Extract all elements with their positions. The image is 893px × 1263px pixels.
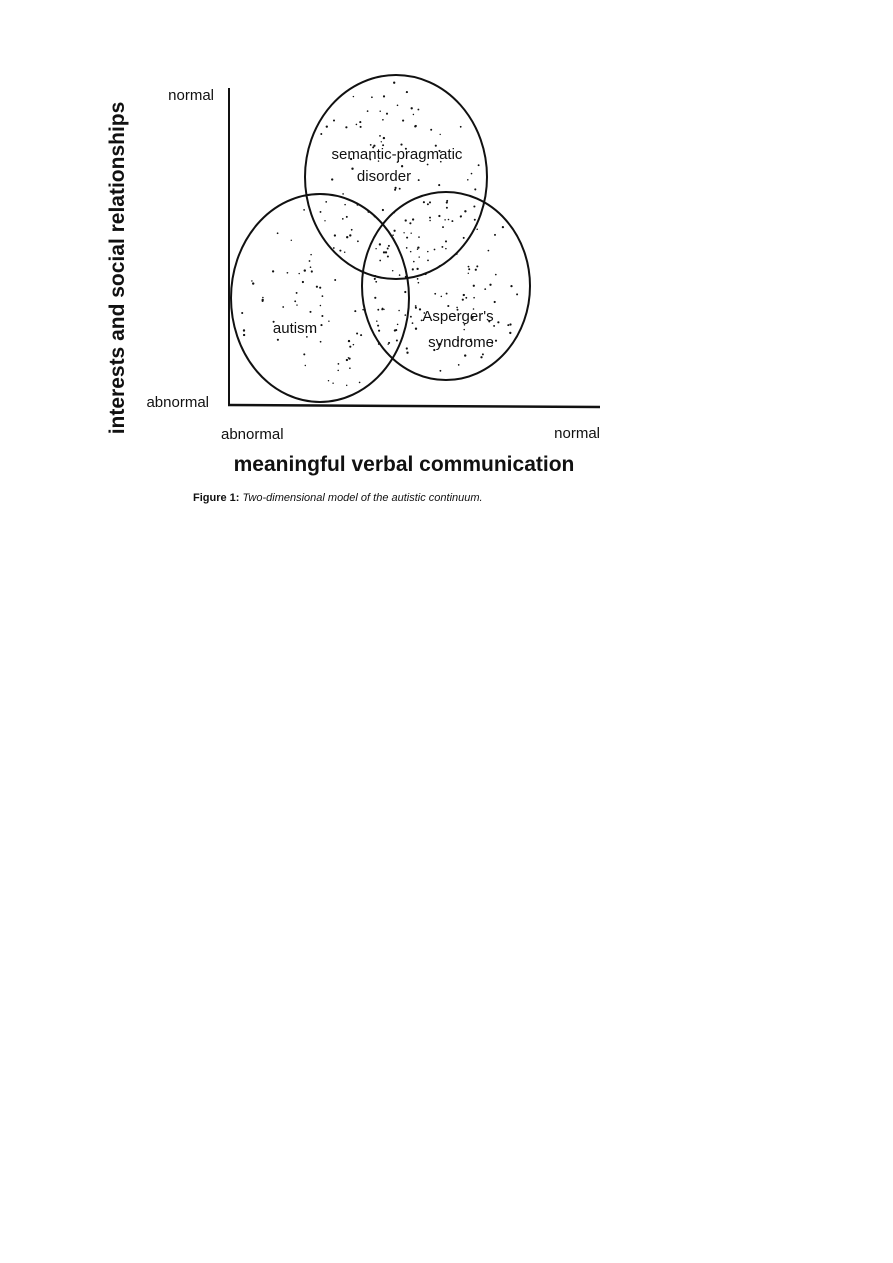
semantic-pragmatic-label-line2: disorder: [356, 168, 412, 185]
stipple-dot: [438, 184, 440, 186]
stipple-dot: [374, 278, 376, 280]
stipple-autism: [241, 201, 397, 386]
stipple-dot: [374, 297, 376, 299]
stipple-dot: [302, 281, 304, 283]
stipple-dot: [476, 228, 478, 230]
stipple-dot: [458, 364, 460, 366]
stipple-dot: [393, 230, 395, 232]
stipple-dot: [489, 284, 491, 286]
stipple-dot: [320, 305, 322, 307]
stipple-dot: [379, 135, 381, 137]
stipple-dot: [387, 248, 389, 250]
stipple-dot: [465, 297, 467, 299]
stipple-dot: [346, 385, 347, 386]
stipple-dot: [438, 215, 440, 217]
stipple-dot: [446, 200, 448, 202]
semantic-pragmatic-label-line1: semantic-pragmatic: [331, 146, 463, 163]
stipple-dot: [445, 248, 447, 250]
stipple-dot: [415, 305, 417, 307]
stipple-dot: [467, 179, 469, 181]
autism-circle: [231, 194, 409, 402]
stipple-dot: [321, 315, 323, 317]
stipple-dot: [322, 295, 324, 297]
stipple-dot: [488, 250, 490, 252]
stipple-dot: [412, 322, 414, 324]
stipple-dot: [448, 219, 450, 221]
stipple-dot: [383, 137, 385, 139]
stipple-dot: [337, 370, 339, 372]
stipple-dot: [351, 229, 353, 231]
stipple-dot: [388, 342, 390, 344]
stipple-dot: [344, 252, 345, 253]
stipple-dot: [360, 126, 362, 128]
stipple-dot: [359, 382, 361, 384]
stipple-dot: [406, 247, 408, 249]
stipple-dot: [463, 294, 465, 296]
stipple-dot: [468, 273, 469, 274]
stipple-dot: [410, 232, 411, 233]
stipple-dot: [427, 203, 429, 205]
stipple-dot: [406, 352, 408, 354]
stipple-dot: [388, 245, 390, 247]
stipple-dot: [502, 226, 504, 228]
stipple-dot: [474, 188, 476, 190]
stipple-dot: [406, 347, 408, 349]
stipple-dot: [403, 232, 404, 233]
stipple-dot: [348, 340, 350, 342]
stipple-dot: [339, 250, 341, 252]
stipple-dot: [442, 226, 444, 228]
stipple-dot: [357, 240, 359, 242]
stipple-dot: [480, 356, 482, 358]
stipple-dot: [397, 324, 399, 326]
stipple-dot: [401, 165, 403, 167]
stipple-dot: [476, 265, 478, 267]
x-axis-line: [228, 405, 600, 407]
stipple-dot: [375, 281, 377, 283]
stipple-dot: [383, 309, 385, 311]
stipple-dot: [379, 111, 380, 112]
stipple-dot: [348, 357, 349, 358]
stipple-dot: [282, 306, 284, 308]
stipple-dot: [419, 308, 421, 310]
stipple-dot: [381, 309, 383, 311]
stipple-dot: [387, 255, 389, 257]
stipple-dot: [382, 119, 384, 121]
stipple-dot: [356, 124, 358, 126]
stipple-dot: [360, 334, 362, 336]
stipple-dot: [406, 237, 408, 239]
stipple-dot: [243, 329, 245, 331]
stipple-dot: [310, 254, 312, 256]
stipple-dot: [460, 215, 461, 216]
stipple-dot: [413, 114, 414, 115]
stipple-dot: [325, 201, 327, 203]
stipple-dot: [418, 179, 420, 181]
stipple-dot: [494, 234, 496, 236]
stipple-dot: [392, 234, 394, 236]
stipple-dot: [397, 104, 399, 106]
stipple-dot: [333, 119, 335, 121]
stipple-dot: [342, 193, 344, 195]
stipple-dot: [346, 216, 348, 218]
stipple-dot: [381, 141, 382, 142]
stipple-dot: [334, 234, 336, 236]
stipple-dot: [434, 293, 436, 295]
stipple-dot: [394, 189, 396, 191]
stipple-dot: [252, 282, 254, 284]
stipple-dot: [507, 324, 509, 326]
stipple-dot: [332, 382, 333, 383]
stipple-dot: [446, 207, 448, 209]
stipple-dot: [262, 300, 264, 302]
stipple-dot: [463, 237, 465, 239]
stipple-dot: [277, 232, 279, 234]
stipple-dot: [417, 249, 418, 250]
stipple-dot: [415, 307, 417, 309]
stipple-dot: [468, 266, 470, 268]
stipple-dot: [320, 324, 322, 326]
stipple-dot: [460, 126, 462, 128]
y-axis-bottom-label: abnormal: [146, 394, 209, 411]
stipple-dot: [473, 205, 475, 207]
stipple-dot: [427, 251, 428, 252]
stipple-dot: [359, 121, 361, 123]
stipple-dot: [351, 168, 353, 170]
stipple-dot: [349, 346, 351, 348]
stipple-dot: [344, 204, 346, 206]
stipple-dot: [439, 134, 440, 135]
stipple-dot: [333, 247, 335, 249]
venn-diagram: [0, 0, 893, 560]
stipple-dot: [349, 367, 351, 369]
stipple-dot: [464, 354, 466, 356]
stipple-dot: [510, 285, 512, 287]
stipple-dot: [474, 219, 476, 221]
stipple-dot: [405, 219, 407, 221]
autism-label: autism: [272, 320, 318, 337]
stipple-dot: [277, 339, 279, 341]
stipple-dot: [262, 297, 264, 299]
stipple-dot: [310, 266, 312, 268]
stipple-dot: [471, 173, 473, 175]
stipple-dot: [484, 288, 486, 290]
stipple-dot: [417, 278, 419, 280]
stipple-dot: [446, 202, 448, 204]
stipple-dot: [296, 304, 297, 305]
stipple-dot: [324, 220, 325, 221]
stipple-dot: [482, 353, 484, 355]
stipple-dot: [434, 249, 436, 251]
stipple-dot: [316, 286, 318, 288]
stipple-dot: [473, 297, 475, 299]
x-axis-right-label: normal: [554, 425, 600, 442]
stipple-dot: [412, 268, 414, 270]
stipple-dot: [251, 280, 252, 281]
stipple-dot: [478, 164, 480, 166]
stipple-dot: [346, 359, 348, 361]
stipple-dot: [334, 279, 336, 281]
stipple-dot: [298, 273, 299, 274]
stipple-dot: [303, 353, 305, 355]
stipple-dot: [399, 188, 401, 190]
stipple-dot: [410, 316, 412, 318]
stipple-dot: [463, 329, 464, 330]
stipple-dot: [379, 260, 381, 262]
stipple-dot: [375, 248, 376, 249]
stipple-dot: [468, 268, 470, 270]
stipple-dot: [346, 236, 348, 238]
stipple-dot: [377, 309, 379, 311]
stipple-dot: [516, 293, 518, 295]
stipple-dot: [296, 292, 298, 294]
stipple-dot: [410, 251, 412, 253]
stipple-dot: [349, 234, 351, 236]
stipple-dot: [383, 251, 385, 253]
stipple-dot: [353, 96, 354, 97]
stipple-dot: [429, 217, 431, 219]
stipple-dot: [395, 187, 397, 189]
stipple-dot: [418, 256, 419, 257]
stipple-dot: [411, 107, 413, 109]
stipple-dot: [353, 344, 355, 346]
stipple-dot: [418, 282, 420, 284]
stipple-dot: [287, 272, 289, 274]
stipple-dot: [441, 246, 443, 248]
stipple-dot: [417, 246, 419, 248]
caption-text: Two-dimensional model of the autistic continuum.: [242, 492, 483, 504]
stipple-dot: [392, 270, 393, 271]
stipple-dot: [376, 320, 378, 322]
stipple-dot: [404, 314, 406, 316]
stipple-dot: [475, 269, 477, 271]
stipple-dot: [445, 240, 447, 242]
stipple-dot: [427, 164, 429, 166]
stipple-dot: [320, 133, 322, 135]
stipple-dot: [495, 274, 497, 276]
stipple-dot: [311, 270, 313, 272]
stipple-dot: [272, 270, 274, 272]
stipple-dot: [378, 330, 380, 332]
stipple-dot: [342, 218, 344, 220]
stipple-dot: [416, 268, 418, 270]
figure: [0, 0, 893, 560]
asperger-circle: [362, 192, 530, 380]
stipple-dot: [473, 285, 475, 287]
stipple-dot: [382, 209, 384, 211]
asperger-label-line2: syndrome: [428, 334, 494, 351]
stipple-dot: [406, 91, 408, 93]
stipple-dot: [429, 220, 431, 222]
stipple-dot: [356, 332, 358, 334]
stipple-dot: [345, 126, 347, 128]
stipple-dot: [367, 110, 369, 112]
stipple-dot: [377, 325, 379, 327]
stipple-dot: [338, 363, 340, 365]
asperger-label-line1: Asperger's: [422, 308, 494, 325]
y-axis-top-label: normal: [168, 87, 214, 104]
stipple-dot: [509, 332, 511, 334]
stipple-dot: [362, 309, 363, 310]
stipple-dot: [320, 211, 322, 213]
stipple-dot: [331, 178, 333, 180]
stipple-dot: [429, 201, 431, 203]
stipple-dot: [493, 325, 495, 327]
stipple-dot: [446, 293, 448, 295]
stipple-dot: [418, 236, 420, 238]
stipple-dot: [371, 96, 373, 98]
stipple-dot: [328, 380, 329, 381]
stipple-dot: [309, 260, 311, 262]
stipple-dot: [326, 125, 328, 127]
stipple-dot: [495, 340, 497, 342]
stipple-dot: [303, 209, 305, 211]
stipple-dot: [379, 243, 381, 245]
stipple-dot: [304, 269, 306, 271]
x-axis-left-label: abnormal: [221, 426, 284, 443]
stipple-dot: [413, 261, 415, 263]
stipple-dot: [402, 120, 404, 122]
stipple-dot: [427, 260, 429, 262]
stipple-dot: [309, 311, 311, 313]
figure-caption: [193, 492, 483, 504]
stipple-dot: [320, 341, 322, 343]
stipple-dot: [396, 339, 398, 341]
stipple-dot: [319, 287, 321, 289]
stipple-dot: [451, 220, 453, 222]
stipple-dot: [404, 291, 406, 293]
stipple-dot: [423, 201, 425, 203]
stipple-dot: [497, 321, 499, 323]
stipple-dot: [399, 274, 401, 276]
stipple-dot: [409, 222, 411, 224]
stipple-dot: [464, 210, 466, 212]
stipple-dot: [354, 310, 356, 312]
stipple-dot: [386, 113, 388, 115]
stipple-dot: [291, 240, 292, 241]
stipple-dot: [383, 95, 385, 97]
stipple-dot: [417, 109, 419, 111]
y-axis-title: interests and social relationships: [106, 101, 129, 435]
stipple-dot: [241, 312, 243, 314]
stipple-dot: [415, 328, 417, 330]
caption-prefix: Figure 1:: [193, 492, 240, 504]
stipple-dot: [243, 334, 245, 336]
stipple-dot: [415, 125, 417, 127]
stipple-dot: [398, 310, 400, 312]
stipple-dot: [412, 218, 414, 220]
stipple-dot: [393, 82, 395, 84]
stipple-dot: [430, 129, 432, 131]
stipple-dot: [509, 323, 511, 325]
stipple-dot: [305, 365, 306, 366]
stipple-dot: [439, 370, 441, 372]
stipple-dot: [441, 296, 443, 298]
stipple-dot: [462, 299, 464, 301]
stipple-dot: [494, 301, 496, 303]
stipple-dot: [444, 219, 445, 220]
stipple-dot: [395, 329, 397, 331]
stipple-dot: [385, 251, 387, 253]
x-axis-title: meaningful verbal communication: [233, 453, 575, 476]
stipple-dot: [328, 320, 329, 321]
stipple-dot: [294, 300, 296, 302]
stipple-dot: [447, 305, 449, 307]
